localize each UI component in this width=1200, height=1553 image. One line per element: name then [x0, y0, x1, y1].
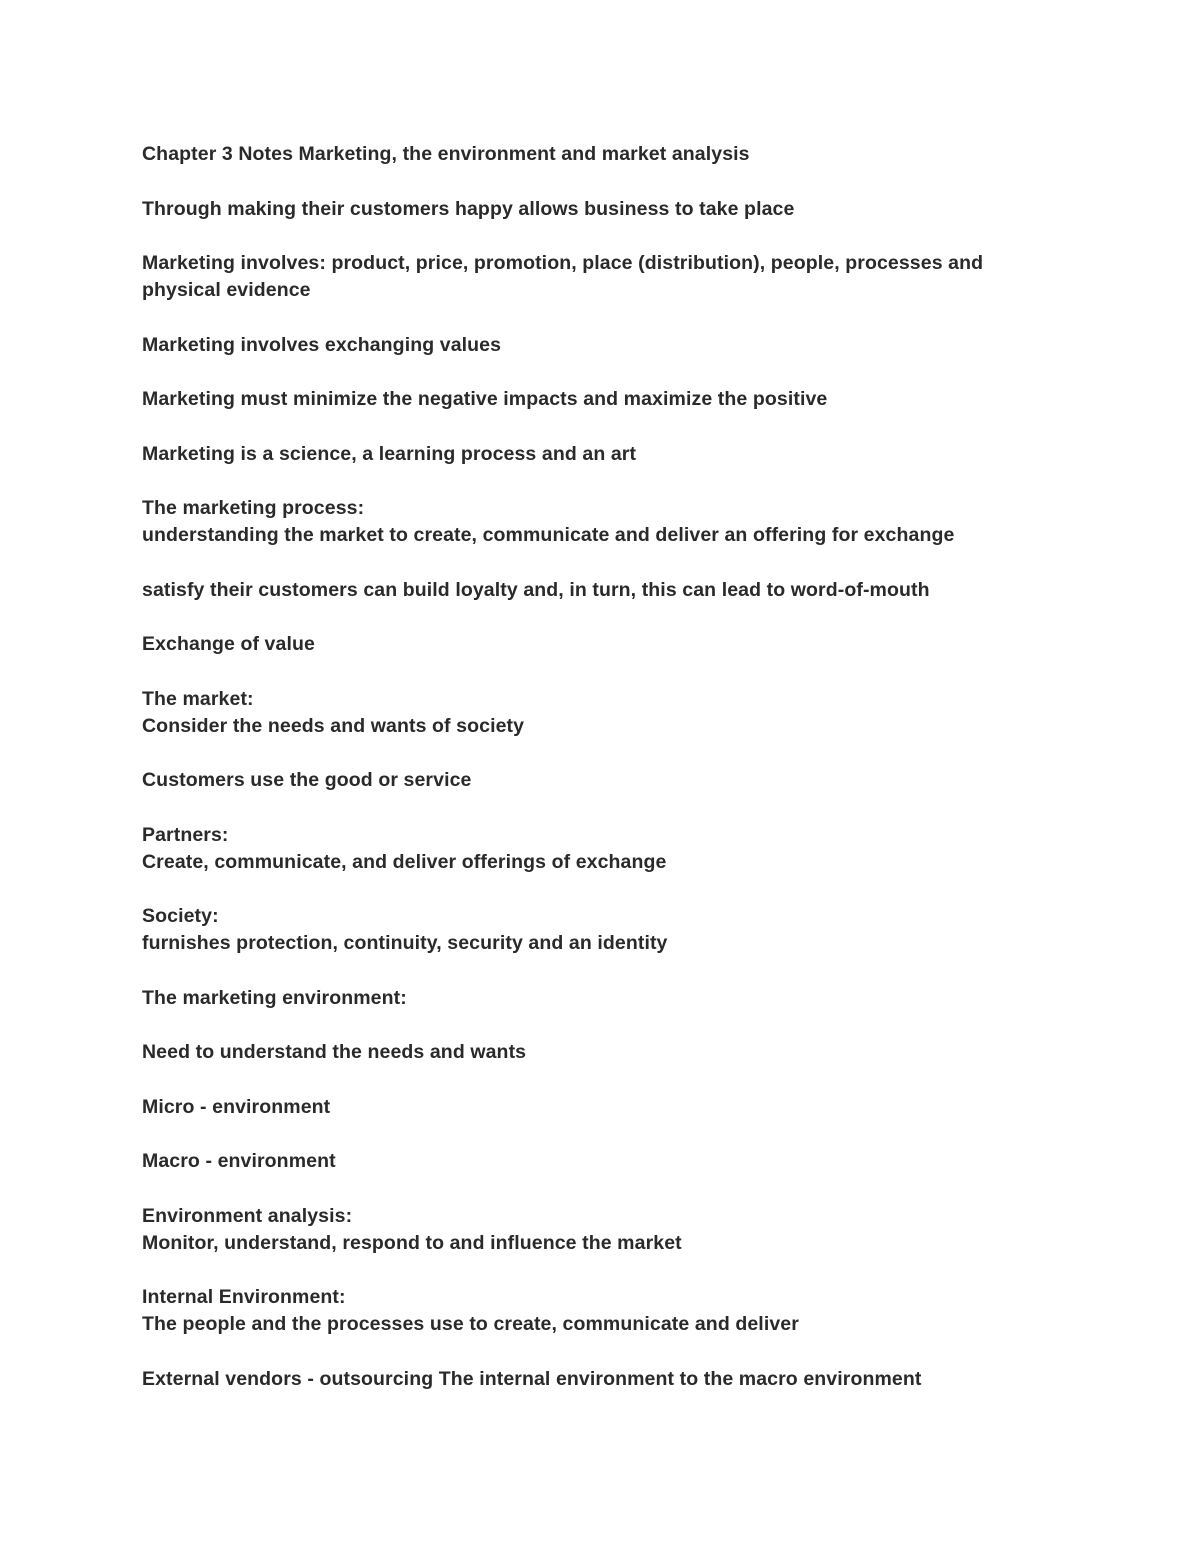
paragraph — [142, 1094, 1042, 1121]
paragraph-text-line: Micro - environment — [142, 1095, 331, 1118]
paragraph-text-line: The people and the processes use to create, communicate and deliver — [142, 1313, 799, 1335]
paragraph — [142, 141, 1042, 168]
paragraph-heading-line: The market: — [142, 687, 254, 710]
paragraph-text-line: Need to understand the needs and wants — [142, 1041, 527, 1063]
paragraph — [142, 903, 1042, 957]
paragraph-text-line: understanding the market to create, communicate and deliver an offering for exchange — [142, 524, 955, 546]
paragraph-text-line: The marketing environment: — [142, 986, 407, 1009]
paragraph-text-line: Marketing involves: product, price, promotion, place (distribution), people, processes and physical evidence — [142, 252, 984, 301]
paragraph-heading-line: Partners: — [142, 823, 229, 846]
paragraph — [142, 196, 1042, 223]
paragraph — [142, 822, 1042, 876]
paragraph-text-line: Chapter 3 Notes Marketing, the environment and market analysis — [142, 143, 750, 165]
paragraph-text-line: Marketing must minimize the negative impacts and maximize the positive — [142, 388, 828, 410]
paragraph — [142, 1284, 1042, 1338]
paragraph-heading-line: The marketing process: — [142, 497, 365, 519]
paragraph-heading-line: Society: — [142, 905, 219, 927]
paragraph-text-line: Consider the needs and wants of society — [142, 714, 525, 737]
paragraph-text-line: External vendors - outsourcing The internal environment to the macro environment — [142, 1367, 922, 1390]
paragraph-text-line: Through making their customers happy allows business to take place — [142, 197, 795, 220]
paragraph — [142, 441, 1042, 468]
paragraph-text-line: Marketing involves exchanging values — [142, 333, 502, 356]
paragraph-text-line: Customers use the good or service — [142, 769, 472, 791]
paragraph-text-line: Marketing is a science, a learning process and an art — [142, 442, 637, 465]
paragraph — [142, 495, 1042, 549]
paragraph-text-line: furnishes protection, continuity, security and an identity — [142, 932, 668, 954]
paragraph — [142, 1039, 1042, 1066]
paragraph — [142, 767, 1042, 794]
paragraph — [142, 1148, 1042, 1175]
paragraph-heading-line: Internal Environment: — [142, 1286, 346, 1308]
paragraph-text-line: Macro - environment — [142, 1150, 336, 1172]
paragraph — [142, 1203, 1042, 1257]
paragraph — [142, 1366, 1042, 1393]
paragraph — [142, 686, 1042, 740]
paragraph-text-line: Create, communicate, and deliver offerings of exchange — [142, 850, 667, 873]
paragraph — [142, 332, 1042, 359]
paragraph — [142, 631, 1042, 658]
paragraph-text-line: Exchange of value — [142, 633, 315, 655]
paragraph-text-line: Monitor, understand, respond to and influence the market — [142, 1231, 682, 1254]
paragraph — [142, 250, 1042, 304]
document-body — [142, 141, 1042, 1420]
paragraph-text-line: satisfy their customers can build loyalty and, in turn, this can lead to word-of-mouth — [142, 578, 930, 601]
paragraph-heading-line: Environment analysis: — [142, 1204, 353, 1227]
paragraph — [142, 985, 1042, 1012]
paragraph — [142, 577, 1042, 604]
paragraph — [142, 386, 1042, 413]
